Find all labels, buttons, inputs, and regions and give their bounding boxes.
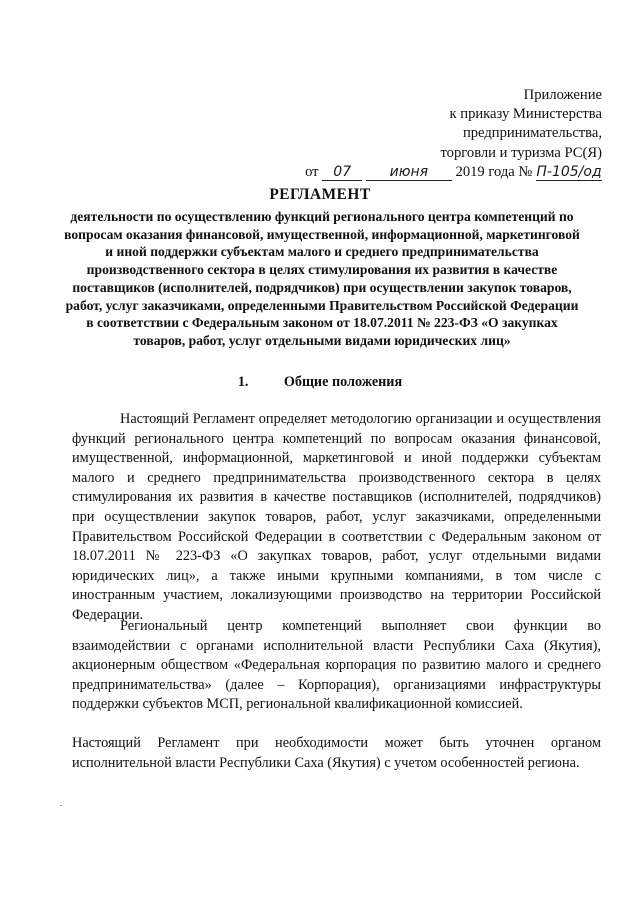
appendix-date-line [305, 163, 602, 182]
date-prefix: от [305, 163, 319, 180]
paragraph-text: Настоящий Регламент при необходимости может быть уточнен органом исполнительной власти Республики Саха (Якутия) с учетом особенностей региона. [72, 735, 601, 771]
section-title: Общие положения [283, 374, 403, 390]
document-title: РЕГЛАМЕНТ [269, 186, 371, 203]
appendix-ministry-line: предпринимательства, [462, 125, 602, 142]
handwritten-month: июня [366, 165, 452, 181]
appendix-order-ref: к приказу Министерства [449, 106, 602, 123]
section-heading [0, 374, 640, 391]
appendix-header [305, 86, 602, 182]
handwritten-day: 07 [322, 165, 362, 181]
date-year: 2019 года № [455, 163, 533, 180]
appendix-title: Приложение [523, 87, 602, 103]
paragraph-text: Региональный центр компетенций выполняет свои функции во взаимодействии с органами исполнительной власти Республики Саха (Якутия), акционерным обществом «Федеральная корпорация по развитию малого и среднего предпринимательства» (далее – Корпорация), организациями инфраструктуры поддержки субъектов МСП, региональной квалификационной комиссией. [72, 618, 601, 713]
document-subtitle: деятельности по осуществлению функций регионального центра компетенций по вопросам оказания финансовой, имущественной, информационной, маркетинговой и иной поддержки субъектам малого и среднего предпринимательства производственного сектора в целях стимулирования их развития в качестве поставщиков (исполнителей, подрядчиков) при осуществлении закупок товаров, работ, услуг заказчиками, определенными Правительством Российской Федерации в соответствии с Федеральным законом от 18.07.2011 № 223-ФЗ «О закупках товаров, работ, услуг отдельными видами юридических лиц» [64, 209, 580, 348]
paragraph-3 [72, 734, 601, 773]
handwritten-order-number: П-105/од [536, 163, 602, 180]
scan-speck [60, 805, 62, 806]
paragraph-2 [72, 617, 601, 715]
appendix-ministry-line-2: торговли и туризма РС(Я) [440, 144, 602, 161]
section-number: 1. [237, 374, 249, 390]
paragraph-text: Настоящий Регламент определяет методологию организации и осуществления функций регионального центра компетенций по вопросам оказания финансовой, имущественной, информационной, маркетинговой и иной поддержки субъектам малого и среднего предпринимательства производственного сектора в целях стимулирования их развития в качестве поставщиков (исполнителей, подрядчиков) при осуществлении закупок товаров, работ, услуг заказчиками, определенными Правительством Российской Федерации в соответствии с Федеральным законом от 18.07.2011 № 223-ФЗ «О закупках товаров, работ, услуг отдельными видами юридических лиц», а также иными крупными компаниями, в том числе с иностранным участием, локализующими производство на территории Российской Федерации. [72, 411, 601, 623]
paragraph-1 [72, 410, 601, 626]
